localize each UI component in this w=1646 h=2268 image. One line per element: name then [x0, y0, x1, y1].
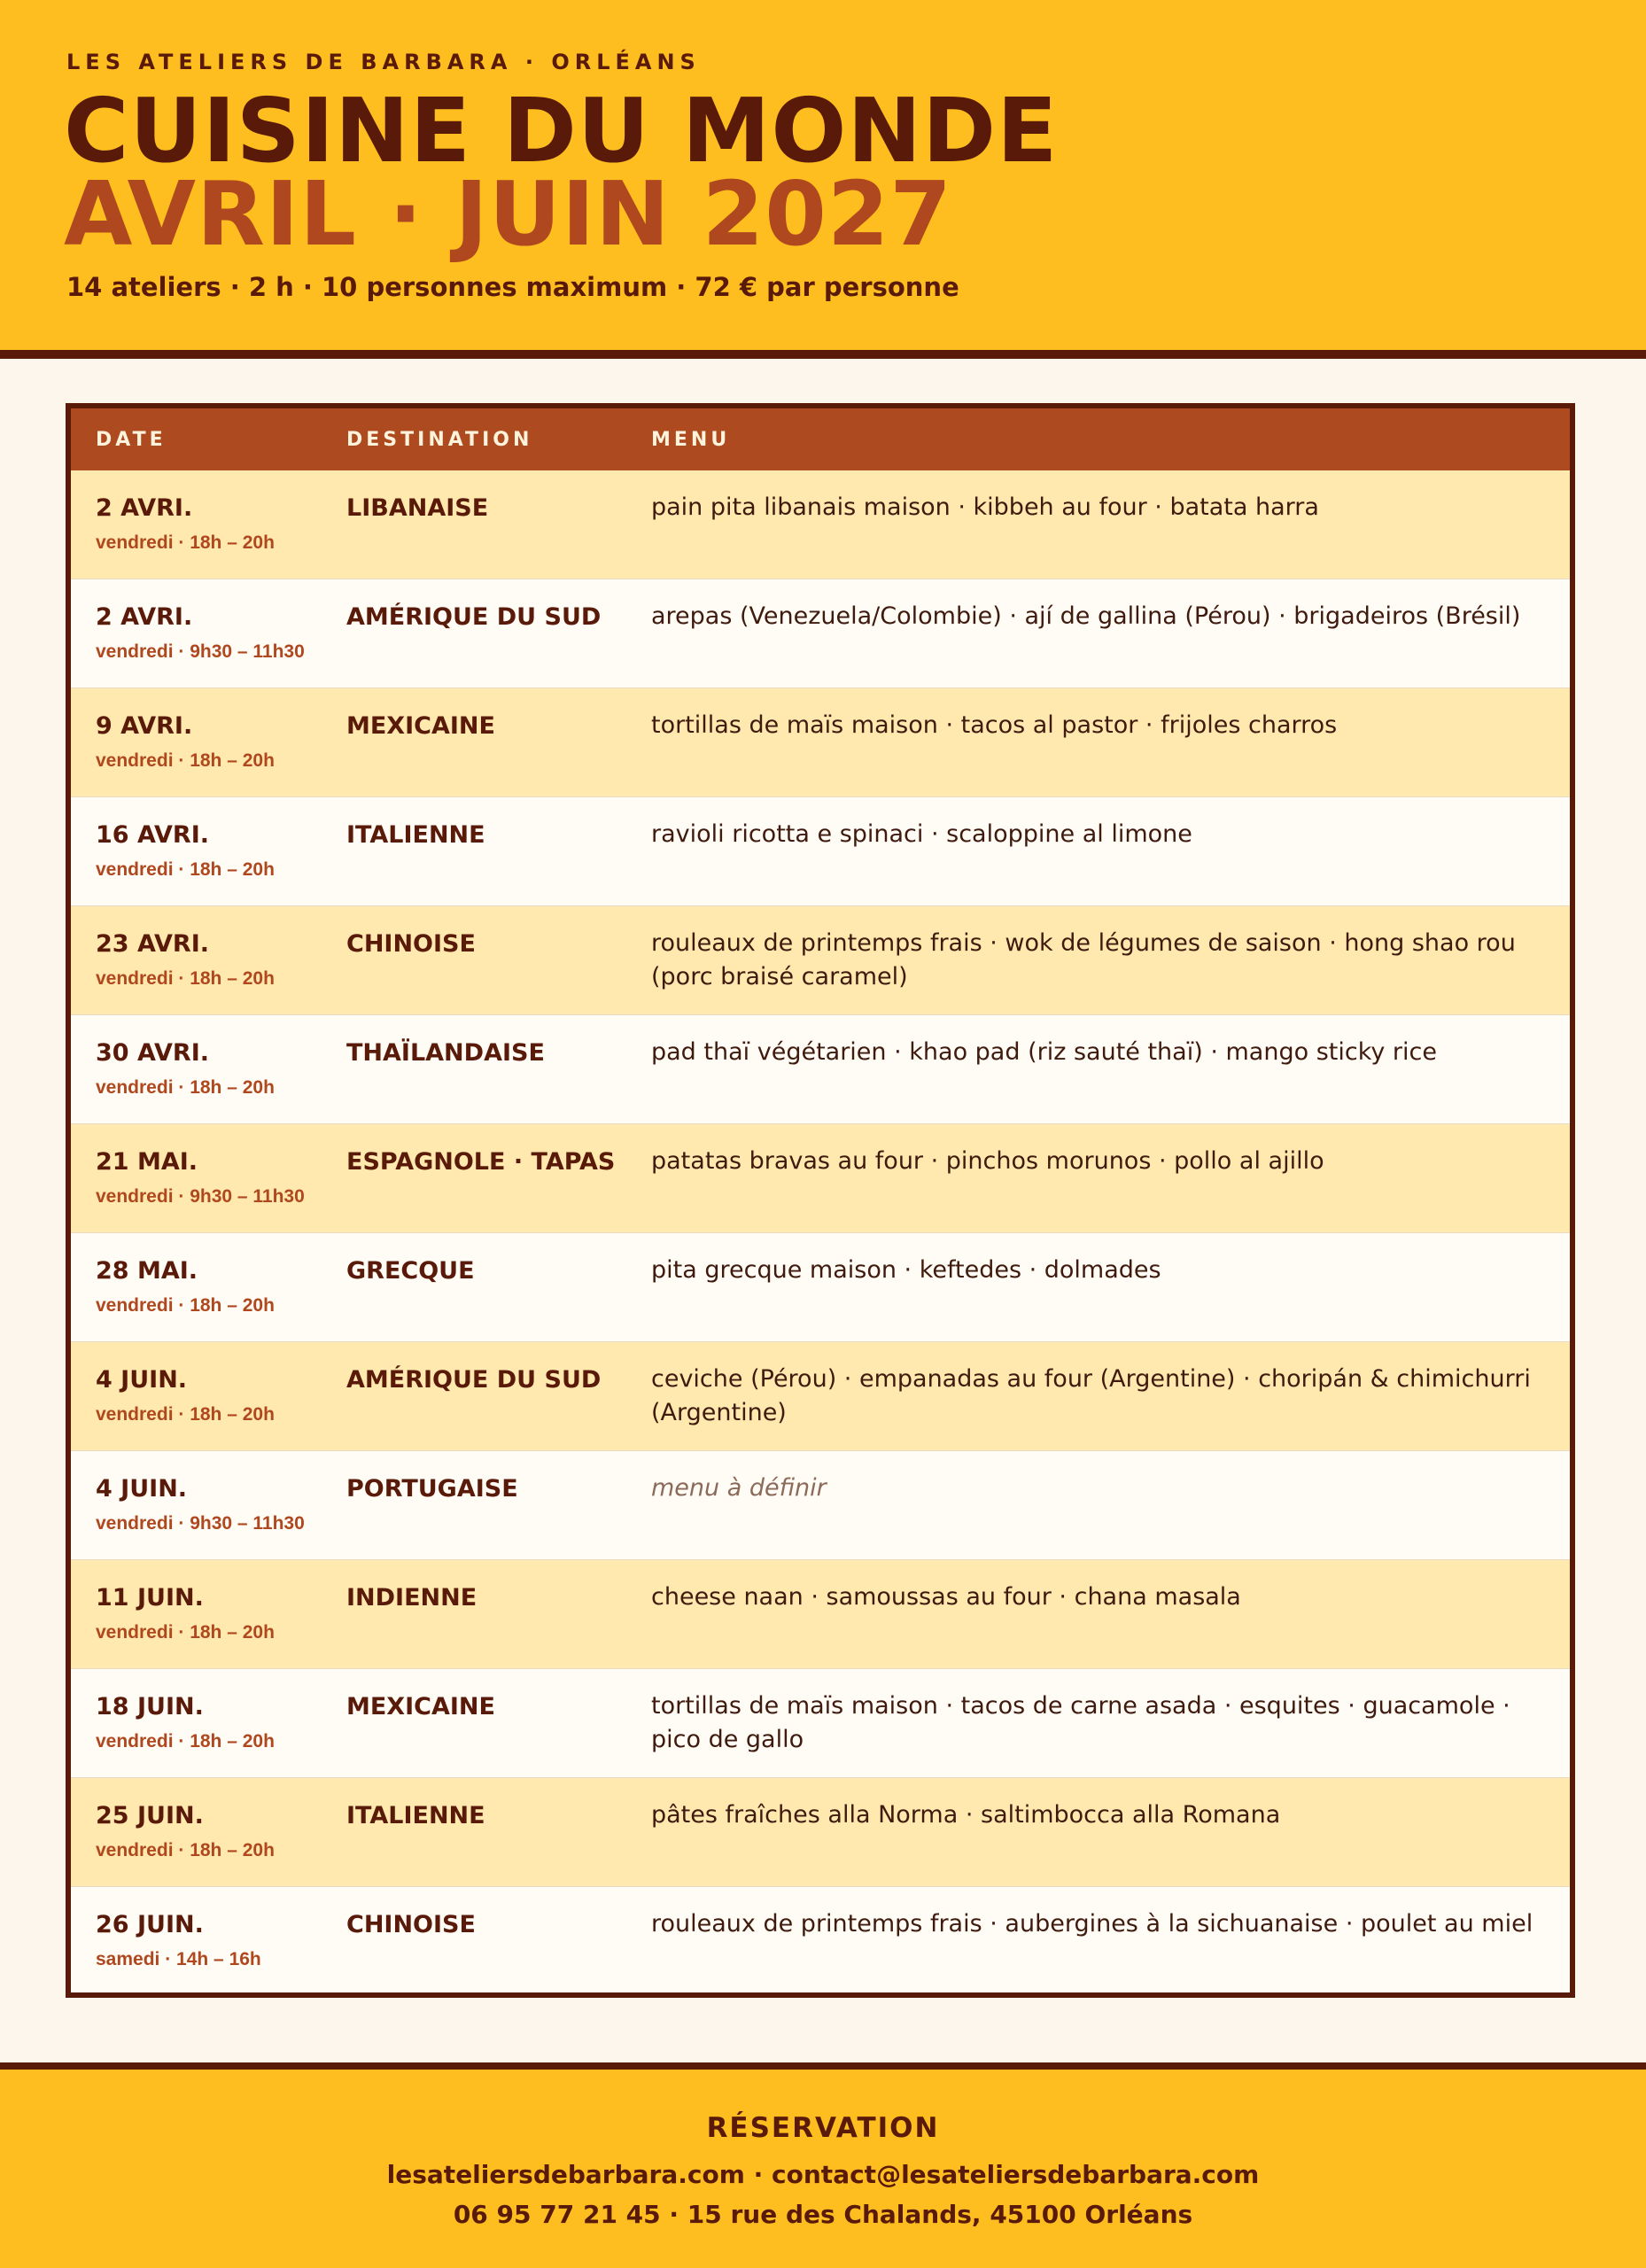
table-row: [71, 579, 1570, 687]
session-time: vendredi · 9h30 – 11h30: [96, 641, 305, 662]
table-row: [71, 1777, 1570, 1886]
date-cell: [71, 1778, 346, 1886]
destination-cell: ITALIENNE: [346, 821, 485, 849]
schedule-table: [66, 403, 1575, 1998]
table-row: [71, 1232, 1570, 1341]
destination-cell: AMÉRIQUE DU SUD: [346, 603, 602, 631]
date-cell: [71, 1887, 346, 1995]
date-cell: [71, 470, 346, 579]
destination-cell: MEXICAINE: [346, 1693, 495, 1720]
session-date: 2 AVRI.: [96, 603, 193, 631]
table-row: [71, 905, 1570, 1014]
destination-cell: CHINOISE: [346, 1911, 476, 1938]
session-date: 28 MAI.: [96, 1257, 198, 1285]
session-time: vendredi · 18h – 20h: [96, 1077, 275, 1098]
menu-cell: pain pita libanais maison · kibbeh au four · batata harra: [651, 493, 1319, 521]
date-cell: [71, 797, 346, 905]
destination-cell: LIBANAISE: [346, 494, 489, 522]
session-date: 21 MAI.: [96, 1148, 198, 1176]
menu-cell: pita grecque maison · keftedes · dolmades: [651, 1256, 1161, 1284]
footer-title: RÉSERVATION: [706, 2112, 940, 2144]
session-time: vendredi · 18h – 20h: [96, 1295, 275, 1316]
menu-cell: tortillas de maïs maison · tacos de carne asada · esquites · guacamole · pico de gallo: [651, 1692, 1510, 1753]
table-row: [71, 1014, 1570, 1123]
menu-cell: menu à définir: [651, 1474, 827, 1502]
session-time: vendredi · 18h – 20h: [96, 1731, 275, 1751]
session-date: 23 AVRI.: [96, 930, 210, 958]
menu-cell: pad thaï végétarien · khao pad (riz sauté thaï) · mango sticky rice: [651, 1038, 1437, 1066]
header: [0, 0, 1646, 359]
table-row: [71, 1559, 1570, 1668]
session-date: 4 JUIN.: [96, 1366, 188, 1394]
session-date: 18 JUIN.: [96, 1693, 204, 1720]
header-kicker: LES ATELIERS DE BARBARA · ORLÉANS: [66, 50, 701, 74]
date-cell: [71, 579, 346, 687]
column-header-date: DATE: [96, 428, 167, 451]
session-date: 11 JUIN.: [96, 1584, 204, 1612]
table-row: [71, 1123, 1570, 1232]
session-date: 25 JUIN.: [96, 1802, 204, 1829]
table-row: [71, 1450, 1570, 1559]
menu-cell: ceviche (Pérou) · empanadas au four (Argentine) · choripán & chimichurri (Argentine): [651, 1365, 1531, 1426]
column-header-menu: MENU: [651, 428, 731, 451]
date-cell: [71, 688, 346, 796]
session-time: samedi · 14h – 16h: [96, 1949, 261, 1969]
table-body: [71, 470, 1570, 1995]
table-header: [71, 408, 1570, 470]
session-time: vendredi · 18h – 20h: [96, 532, 275, 553]
date-cell: [71, 1669, 346, 1777]
session-time: vendredi · 18h – 20h: [96, 750, 275, 771]
destination-cell: CHINOISE: [346, 930, 476, 958]
destination-cell: GRECQUE: [346, 1257, 475, 1285]
table-row: [71, 687, 1570, 796]
date-cell: [71, 1233, 346, 1341]
destination-cell: ESPAGNOLE · TAPAS: [346, 1148, 616, 1176]
date-cell: [71, 1342, 346, 1450]
session-date: 9 AVRI.: [96, 712, 193, 740]
page-subtitle: AVRIL · JUIN 2027: [64, 162, 952, 266]
column-header-destination: DESTINATION: [346, 428, 533, 451]
table-row: [71, 1886, 1570, 1995]
session-time: vendredi · 18h – 20h: [96, 968, 275, 989]
session-time: vendredi · 9h30 – 11h30: [96, 1186, 305, 1207]
destination-cell: INDIENNE: [346, 1584, 477, 1612]
session-date: 2 AVRI.: [96, 494, 193, 522]
destination-cell: MEXICAINE: [346, 712, 495, 740]
session-date: 4 JUIN.: [96, 1475, 188, 1503]
menu-cell: rouleaux de printemps frais · aubergines à la sichuanaise · poulet au miel: [651, 1910, 1533, 1938]
session-time: vendredi · 9h30 – 11h30: [96, 1513, 305, 1534]
table-row: [71, 1668, 1570, 1777]
footer-contact: lesateliersdebarbara.com · contact@lesateliersdebarbara.com: [386, 2160, 1260, 2189]
footer-address: 06 95 77 21 45 · 15 rue des Chalands, 45100 Orléans: [453, 2200, 1193, 2229]
date-cell: [71, 1124, 346, 1232]
page-title: CUISINE DU MONDE: [64, 79, 1059, 183]
session-date: 26 JUIN.: [96, 1911, 204, 1938]
footer: [0, 2062, 1646, 2268]
table-row: [71, 1341, 1570, 1450]
session-time: vendredi · 18h – 20h: [96, 1840, 275, 1860]
menu-cell: patatas bravas au four · pinchos morunos · pollo al ajillo: [651, 1147, 1324, 1175]
table-row: [71, 796, 1570, 905]
menu-cell: ravioli ricotta e spinaci · scaloppine al limone: [651, 820, 1192, 848]
menu-cell: pâtes fraîches alla Norma · saltimbocca alla Romana: [651, 1801, 1281, 1829]
menu-cell: arepas (Venezuela/Colombie) · ají de gallina (Pérou) · brigadeiros (Brésil): [651, 602, 1521, 630]
session-time: vendredi · 18h – 20h: [96, 859, 275, 880]
destination-cell: ITALIENNE: [346, 1802, 485, 1829]
session-date: 30 AVRI.: [96, 1039, 210, 1067]
session-time: vendredi · 18h – 20h: [96, 1404, 275, 1425]
date-cell: [71, 1015, 346, 1123]
menu-cell: tortillas de maïs maison · tacos al pastor · frijoles charros: [651, 711, 1338, 739]
date-cell: [71, 1451, 346, 1559]
destination-cell: PORTUGAISE: [346, 1475, 518, 1503]
menu-cell: cheese naan · samoussas au four · chana masala: [651, 1583, 1241, 1611]
session-date: 16 AVRI.: [96, 821, 210, 849]
summary-line: 14 ateliers · 2 h · 10 personnes maximum · 72 € par personne: [66, 272, 959, 302]
table-row: [71, 470, 1570, 579]
destination-cell: AMÉRIQUE DU SUD: [346, 1366, 602, 1394]
date-cell: [71, 1560, 346, 1668]
destination-cell: THAÏLANDAISE: [346, 1039, 545, 1067]
session-time: vendredi · 18h – 20h: [96, 1622, 275, 1643]
menu-cell: rouleaux de printemps frais · wok de légumes de saison · hong shao rou (porc braisé caramel): [651, 929, 1516, 990]
date-cell: [71, 906, 346, 1014]
